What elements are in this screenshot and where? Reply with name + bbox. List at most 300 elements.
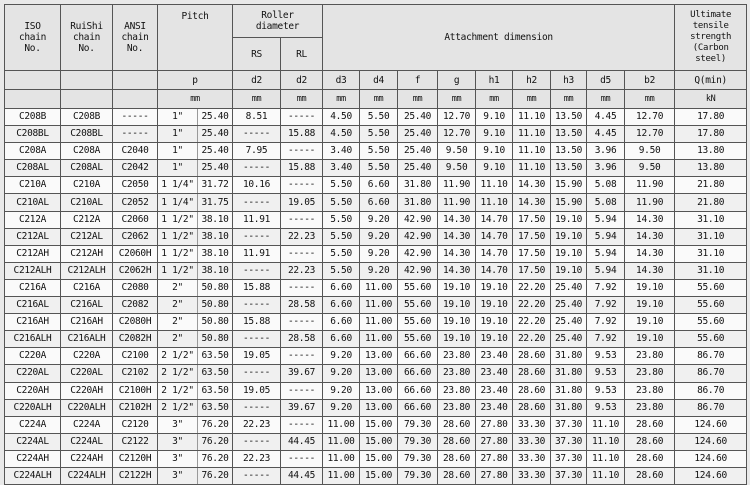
table-cell: 39.67 bbox=[281, 365, 323, 382]
table-cell: C224AL bbox=[61, 433, 113, 450]
table-cell: 9.53 bbox=[587, 382, 625, 399]
table-cell: 14.30 bbox=[438, 262, 476, 279]
table-cell: ----- bbox=[281, 416, 323, 433]
table-cell: 2" bbox=[158, 331, 198, 348]
header-ansi-chain-no: ANSI chain No. bbox=[113, 5, 158, 71]
table-cell: C216AH bbox=[61, 314, 113, 331]
table-cell: 9.50 bbox=[438, 143, 476, 160]
table-cell: C220AH bbox=[5, 382, 61, 399]
table-cell: C2102H bbox=[113, 399, 158, 416]
table-row bbox=[5, 297, 747, 314]
table-cell: 9.20 bbox=[360, 228, 398, 245]
table-cell: 55.60 bbox=[675, 314, 747, 331]
table-cell: 5.50 bbox=[323, 262, 360, 279]
table-cell: 7.92 bbox=[587, 314, 625, 331]
table-cell: 55.60 bbox=[398, 314, 438, 331]
table-cell: 28.60 bbox=[513, 348, 551, 365]
table-cell: C2050 bbox=[113, 177, 158, 194]
table-cell: 28.60 bbox=[513, 382, 551, 399]
symbol-cell: f bbox=[398, 71, 438, 90]
table-cell: 11.91 bbox=[233, 245, 281, 262]
table-cell: 19.10 bbox=[551, 228, 587, 245]
table-cell: 28.58 bbox=[281, 331, 323, 348]
table-cell: 31.80 bbox=[551, 399, 587, 416]
table-cell: C212A bbox=[61, 211, 113, 228]
table-cell: 2" bbox=[158, 314, 198, 331]
table-cell: C208BL bbox=[5, 126, 61, 143]
table-cell: 13.00 bbox=[360, 365, 398, 382]
table-cell: ----- bbox=[281, 382, 323, 399]
table-cell: 63.50 bbox=[198, 399, 233, 416]
table-cell: 63.50 bbox=[198, 382, 233, 399]
table-cell: 38.10 bbox=[198, 245, 233, 262]
table-cell: 28.60 bbox=[438, 416, 476, 433]
symbol-cell: d5 bbox=[587, 71, 625, 90]
table-cell: C208BL bbox=[61, 126, 113, 143]
table-cell: C212ALH bbox=[61, 262, 113, 279]
table-cell: ----- bbox=[113, 109, 158, 126]
table-cell: 19.10 bbox=[551, 245, 587, 262]
unit-cell: mm bbox=[158, 90, 233, 109]
table-row bbox=[5, 279, 747, 296]
unit-cell-blank bbox=[61, 90, 113, 109]
table-cell: 28.60 bbox=[625, 433, 675, 450]
table-cell: 11.00 bbox=[360, 279, 398, 296]
table-cell: 5.08 bbox=[587, 177, 625, 194]
symbol-cell: h2 bbox=[513, 71, 551, 90]
table-cell: ----- bbox=[233, 194, 281, 211]
symbol-cell: d2 bbox=[281, 71, 323, 90]
table-cell: C2082H bbox=[113, 331, 158, 348]
table-cell: 13.50 bbox=[551, 143, 587, 160]
unit-cell: mm bbox=[587, 90, 625, 109]
table-cell: 2" bbox=[158, 279, 198, 296]
table-cell: C210AL bbox=[61, 194, 113, 211]
table-cell: 19.10 bbox=[476, 297, 513, 314]
table-cell: 11.90 bbox=[438, 194, 476, 211]
table-cell: 28.60 bbox=[625, 450, 675, 467]
table-row bbox=[5, 228, 747, 245]
table-cell: 1 1/2" bbox=[158, 211, 198, 228]
table-cell: 23.80 bbox=[438, 399, 476, 416]
table-cell: 50.80 bbox=[198, 314, 233, 331]
table-cell: 1 1/2" bbox=[158, 245, 198, 262]
table-row bbox=[5, 143, 747, 160]
header-ruishi-chain-no: RuiShi chain No. bbox=[61, 5, 113, 71]
table-cell: ----- bbox=[233, 297, 281, 314]
table-cell: 33.30 bbox=[513, 416, 551, 433]
table-cell: C216ALH bbox=[61, 331, 113, 348]
table-cell: 25.40 bbox=[398, 109, 438, 126]
table-cell: 25.40 bbox=[551, 279, 587, 296]
table-body bbox=[5, 109, 747, 485]
table-cell: C212ALH bbox=[5, 262, 61, 279]
table-cell: 19.05 bbox=[233, 382, 281, 399]
table-cell: 25.40 bbox=[198, 109, 233, 126]
table-cell: 19.10 bbox=[625, 314, 675, 331]
table-cell: 19.10 bbox=[438, 314, 476, 331]
table-cell: 79.30 bbox=[398, 467, 438, 484]
table-cell: 9.20 bbox=[323, 365, 360, 382]
table-cell: 3" bbox=[158, 467, 198, 484]
table-cell: 38.10 bbox=[198, 228, 233, 245]
table-cell: C220AH bbox=[61, 382, 113, 399]
table-cell: 28.58 bbox=[281, 297, 323, 314]
table-cell: C224AL bbox=[5, 433, 61, 450]
unit-cell-blank bbox=[113, 90, 158, 109]
unit-cell: kN bbox=[675, 90, 747, 109]
table-cell: 23.80 bbox=[625, 365, 675, 382]
table-cell: 28.60 bbox=[438, 433, 476, 450]
table-cell: 7.92 bbox=[587, 297, 625, 314]
table-cell: 21.80 bbox=[675, 177, 747, 194]
table-cell: 25.40 bbox=[551, 331, 587, 348]
table-cell: C2102 bbox=[113, 365, 158, 382]
table-cell: 5.50 bbox=[360, 160, 398, 177]
unit-cell: mm bbox=[513, 90, 551, 109]
table-row bbox=[5, 416, 747, 433]
table-row bbox=[5, 211, 747, 228]
table-cell: 76.20 bbox=[198, 450, 233, 467]
table-cell: 86.70 bbox=[675, 399, 747, 416]
table-cell: ----- bbox=[233, 262, 281, 279]
table-cell: 50.80 bbox=[198, 279, 233, 296]
table-cell: C224AH bbox=[5, 450, 61, 467]
table-cell: 11.00 bbox=[323, 433, 360, 450]
table-cell: 23.80 bbox=[625, 399, 675, 416]
header-rl: RL bbox=[281, 38, 323, 71]
table-row bbox=[5, 245, 747, 262]
table-cell: 9.50 bbox=[438, 160, 476, 177]
table-cell: 14.30 bbox=[438, 245, 476, 262]
table-cell: 9.20 bbox=[360, 211, 398, 228]
table-cell: 17.50 bbox=[513, 211, 551, 228]
table-cell: 22.20 bbox=[513, 331, 551, 348]
table-row bbox=[5, 399, 747, 416]
table-cell: 2 1/2" bbox=[158, 382, 198, 399]
table-cell: C2120 bbox=[113, 416, 158, 433]
table-cell: 76.20 bbox=[198, 416, 233, 433]
table-cell: 9.53 bbox=[587, 348, 625, 365]
table-cell: 19.10 bbox=[625, 331, 675, 348]
symbol-cell: g bbox=[438, 71, 476, 90]
table-cell: 5.50 bbox=[323, 245, 360, 262]
table-cell: C210A bbox=[61, 177, 113, 194]
table-cell: ----- bbox=[233, 126, 281, 143]
table-cell: 11.91 bbox=[233, 211, 281, 228]
table-cell: 50.80 bbox=[198, 297, 233, 314]
table-cell: 11.90 bbox=[438, 177, 476, 194]
table-cell: 11.10 bbox=[587, 450, 625, 467]
table-cell: 37.30 bbox=[551, 416, 587, 433]
table-cell: 3.96 bbox=[587, 160, 625, 177]
table-cell: 19.10 bbox=[438, 331, 476, 348]
table-cell: 3" bbox=[158, 416, 198, 433]
table-cell: C2040 bbox=[113, 143, 158, 160]
table-cell: 55.60 bbox=[398, 331, 438, 348]
unit-cell: mm bbox=[281, 90, 323, 109]
table-cell: C220ALH bbox=[61, 399, 113, 416]
table-cell: 21.80 bbox=[675, 194, 747, 211]
unit-cell: mm bbox=[438, 90, 476, 109]
unit-cell: mm bbox=[323, 90, 360, 109]
table-cell: 19.10 bbox=[551, 211, 587, 228]
unit-cell: mm bbox=[398, 90, 438, 109]
table-cell: 9.53 bbox=[587, 399, 625, 416]
table-cell: 31.10 bbox=[675, 245, 747, 262]
table-cell: ----- bbox=[233, 365, 281, 382]
table-cell: 15.00 bbox=[360, 433, 398, 450]
symbol-cell: h1 bbox=[476, 71, 513, 90]
unit-cell: mm bbox=[625, 90, 675, 109]
table-cell: 9.10 bbox=[476, 160, 513, 177]
table-cell: 6.60 bbox=[323, 297, 360, 314]
table-cell: 5.50 bbox=[323, 228, 360, 245]
table-cell: ----- bbox=[233, 467, 281, 484]
unit-cell-blank bbox=[5, 90, 61, 109]
table-cell: 11.10 bbox=[587, 416, 625, 433]
table-row bbox=[5, 109, 747, 126]
symbol-cell: h3 bbox=[551, 71, 587, 90]
table-cell: C210A bbox=[5, 177, 61, 194]
table-cell: C216A bbox=[61, 279, 113, 296]
table-cell: C220ALH bbox=[5, 399, 61, 416]
table-cell: 13.80 bbox=[675, 160, 747, 177]
table-cell: 28.60 bbox=[625, 467, 675, 484]
table-cell: 17.80 bbox=[675, 126, 747, 143]
table-cell: C220A bbox=[61, 348, 113, 365]
table-cell: 42.90 bbox=[398, 228, 438, 245]
table-cell: 9.53 bbox=[587, 365, 625, 382]
table-cell: 11.10 bbox=[513, 160, 551, 177]
symbol-cell: b2 bbox=[625, 71, 675, 90]
table-cell: 17.80 bbox=[675, 109, 747, 126]
table-cell: 11.00 bbox=[323, 467, 360, 484]
table-cell: 28.60 bbox=[513, 399, 551, 416]
table-cell: 23.40 bbox=[476, 348, 513, 365]
table-cell: C2080 bbox=[113, 279, 158, 296]
table-cell: 17.50 bbox=[513, 245, 551, 262]
table-cell: 23.80 bbox=[438, 365, 476, 382]
table-cell: 9.10 bbox=[476, 143, 513, 160]
table-row bbox=[5, 331, 747, 348]
table-cell: 86.70 bbox=[675, 348, 747, 365]
table-cell: 33.30 bbox=[513, 467, 551, 484]
table-cell: 19.10 bbox=[476, 279, 513, 296]
table-cell: 31.72 bbox=[198, 177, 233, 194]
table-cell: C2062H bbox=[113, 262, 158, 279]
table-cell: 9.20 bbox=[360, 262, 398, 279]
table-cell: 8.51 bbox=[233, 109, 281, 126]
table-cell: 1 1/4" bbox=[158, 177, 198, 194]
table-cell: 4.45 bbox=[587, 109, 625, 126]
table-cell: 55.60 bbox=[675, 331, 747, 348]
chain-spec-table-container bbox=[4, 4, 747, 485]
header-ultimate-tensile-strength: Ultimate tensile strength (Carbon steel) bbox=[675, 5, 747, 71]
table-row bbox=[5, 126, 747, 143]
table-cell: 11.10 bbox=[513, 126, 551, 143]
table-cell: 31.10 bbox=[675, 228, 747, 245]
symbol-cell: d3 bbox=[323, 71, 360, 90]
table-cell: 14.30 bbox=[438, 228, 476, 245]
table-cell: 2" bbox=[158, 297, 198, 314]
table-cell: 9.10 bbox=[476, 126, 513, 143]
chain-spec-table bbox=[4, 4, 747, 485]
table-cell: 86.70 bbox=[675, 365, 747, 382]
table-cell: ----- bbox=[281, 211, 323, 228]
table-cell: 14.70 bbox=[476, 211, 513, 228]
table-cell: ----- bbox=[281, 279, 323, 296]
table-cell: 33.30 bbox=[513, 450, 551, 467]
table-cell: 23.40 bbox=[476, 382, 513, 399]
table-cell: C2060 bbox=[113, 211, 158, 228]
table-cell: C220A bbox=[5, 348, 61, 365]
table-cell: C220AL bbox=[61, 365, 113, 382]
table-cell: 55.60 bbox=[675, 279, 747, 296]
symbol-cell-blank bbox=[5, 71, 61, 90]
table-cell: 1" bbox=[158, 160, 198, 177]
table-cell: 14.30 bbox=[625, 211, 675, 228]
table-cell: 31.75 bbox=[198, 194, 233, 211]
table-cell: C216AL bbox=[61, 297, 113, 314]
table-cell: 11.00 bbox=[360, 297, 398, 314]
unit-cell: mm bbox=[551, 90, 587, 109]
table-row bbox=[5, 450, 747, 467]
table-cell: 6.60 bbox=[323, 331, 360, 348]
table-cell: 5.50 bbox=[360, 126, 398, 143]
table-cell: 55.60 bbox=[675, 297, 747, 314]
table-cell: 11.10 bbox=[587, 433, 625, 450]
table-cell: 37.30 bbox=[551, 467, 587, 484]
table-cell: C2060H bbox=[113, 245, 158, 262]
table-cell: 9.20 bbox=[323, 382, 360, 399]
table-cell: 27.80 bbox=[476, 450, 513, 467]
table-cell: ----- bbox=[233, 228, 281, 245]
table-cell: 4.50 bbox=[323, 109, 360, 126]
table-cell: 15.00 bbox=[360, 450, 398, 467]
table-cell: 15.90 bbox=[551, 194, 587, 211]
unit-row bbox=[5, 90, 747, 109]
table-cell: 25.40 bbox=[398, 160, 438, 177]
table-cell: 31.80 bbox=[551, 365, 587, 382]
table-cell: 76.20 bbox=[198, 433, 233, 450]
table-cell: 1" bbox=[158, 109, 198, 126]
table-cell: 1 1/2" bbox=[158, 228, 198, 245]
table-cell: C208A bbox=[5, 143, 61, 160]
table-cell: 2 1/2" bbox=[158, 348, 198, 365]
table-cell: 11.10 bbox=[587, 467, 625, 484]
table-cell: 9.20 bbox=[360, 245, 398, 262]
table-cell: 39.67 bbox=[281, 399, 323, 416]
table-cell: 5.50 bbox=[323, 177, 360, 194]
table-cell: 25.40 bbox=[198, 126, 233, 143]
table-cell: C2080H bbox=[113, 314, 158, 331]
table-row bbox=[5, 467, 747, 484]
table-cell: 31.80 bbox=[398, 177, 438, 194]
table-cell: 44.45 bbox=[281, 467, 323, 484]
table-cell: 28.60 bbox=[625, 416, 675, 433]
table-cell: 19.05 bbox=[281, 194, 323, 211]
table-cell: C212AL bbox=[61, 228, 113, 245]
table-cell: C2120H bbox=[113, 450, 158, 467]
table-cell: 19.10 bbox=[476, 314, 513, 331]
table-cell: 31.10 bbox=[675, 211, 747, 228]
table-cell: 7.92 bbox=[587, 331, 625, 348]
table-cell: 13.50 bbox=[551, 160, 587, 177]
table-cell: 25.40 bbox=[551, 314, 587, 331]
table-cell: 124.60 bbox=[675, 416, 747, 433]
table-cell: 12.70 bbox=[625, 126, 675, 143]
table-cell: 11.10 bbox=[476, 194, 513, 211]
table-cell: C224A bbox=[61, 416, 113, 433]
table-cell: 5.94 bbox=[587, 228, 625, 245]
unit-cell: mm bbox=[233, 90, 281, 109]
table-cell: C2122H bbox=[113, 467, 158, 484]
table-cell: 42.90 bbox=[398, 245, 438, 262]
table-cell: 38.10 bbox=[198, 211, 233, 228]
table-cell: 7.92 bbox=[587, 279, 625, 296]
header-pitch: Pitch bbox=[158, 5, 233, 71]
table-cell: 9.10 bbox=[476, 109, 513, 126]
table-cell: 25.40 bbox=[398, 143, 438, 160]
table-cell: C2082 bbox=[113, 297, 158, 314]
table-cell: 19.10 bbox=[476, 331, 513, 348]
table-cell: 5.50 bbox=[323, 194, 360, 211]
table-cell: C212AH bbox=[5, 245, 61, 262]
table-cell: 14.30 bbox=[625, 228, 675, 245]
table-cell: C216ALH bbox=[5, 331, 61, 348]
table-cell: 55.60 bbox=[398, 297, 438, 314]
table-cell: 15.88 bbox=[233, 279, 281, 296]
table-cell: 19.10 bbox=[438, 297, 476, 314]
table-cell: 38.10 bbox=[198, 262, 233, 279]
table-cell: 3.40 bbox=[323, 160, 360, 177]
table-cell: C224A bbox=[5, 416, 61, 433]
table-cell: 17.50 bbox=[513, 262, 551, 279]
table-cell: 6.60 bbox=[323, 279, 360, 296]
table-cell: 31.80 bbox=[551, 382, 587, 399]
table-cell: 15.00 bbox=[360, 416, 398, 433]
table-cell: 13.80 bbox=[675, 143, 747, 160]
table-cell: C224AH bbox=[61, 450, 113, 467]
table-cell: 9.20 bbox=[323, 399, 360, 416]
table-cell: 12.70 bbox=[438, 126, 476, 143]
table-cell: 1" bbox=[158, 143, 198, 160]
table-cell: 5.94 bbox=[587, 245, 625, 262]
table-cell: ----- bbox=[233, 331, 281, 348]
table-cell: 19.10 bbox=[625, 297, 675, 314]
table-cell: C2122 bbox=[113, 433, 158, 450]
table-cell: 66.60 bbox=[398, 382, 438, 399]
table-cell: 2 1/2" bbox=[158, 399, 198, 416]
table-cell: 42.90 bbox=[398, 262, 438, 279]
table-cell: ----- bbox=[233, 433, 281, 450]
table-row bbox=[5, 262, 747, 279]
table-cell: 14.30 bbox=[513, 194, 551, 211]
table-cell: 11.00 bbox=[323, 450, 360, 467]
table-cell: 13.50 bbox=[551, 126, 587, 143]
table-cell: 124.60 bbox=[675, 433, 747, 450]
table-cell: ----- bbox=[281, 450, 323, 467]
table-cell: C2052 bbox=[113, 194, 158, 211]
table-row bbox=[5, 365, 747, 382]
table-cell: 44.45 bbox=[281, 433, 323, 450]
table-cell: 50.80 bbox=[198, 331, 233, 348]
table-cell: 11.00 bbox=[360, 314, 398, 331]
table-cell: 55.60 bbox=[398, 279, 438, 296]
table-cell: 13.00 bbox=[360, 399, 398, 416]
table-cell: 11.90 bbox=[625, 177, 675, 194]
